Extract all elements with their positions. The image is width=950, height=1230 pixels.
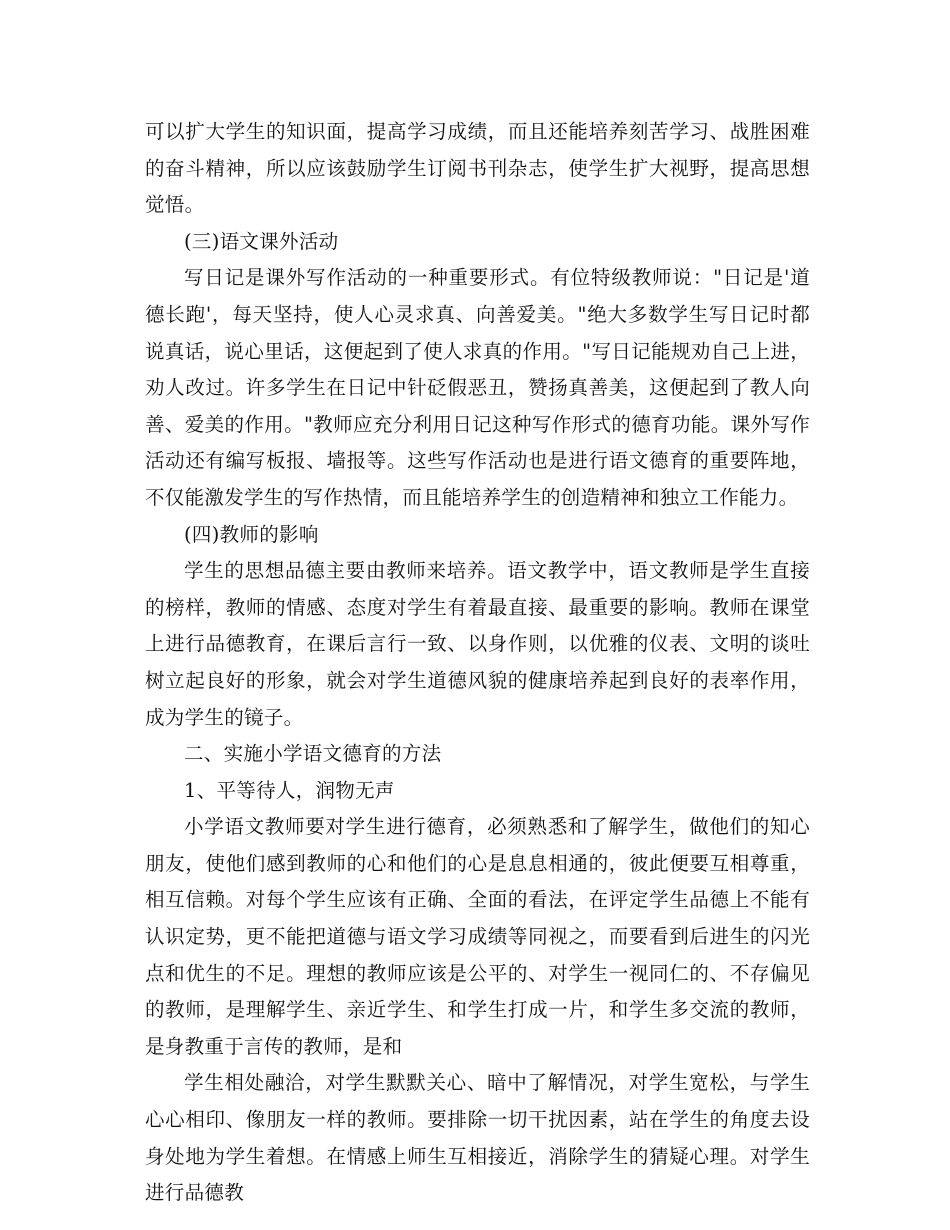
document-body <box>145 114 810 1212</box>
section-heading-methods: 二、实施小学语文德育的方法 <box>184 742 442 766</box>
paragraph-continuation: 可以扩大学生的知识面，提高学习成绩，而且还能培养刻苦学习、战胜困难的奋斗精神，所以应该鼓励学生订阅书刊杂志，使学生扩大视野，提高思想觉悟。 <box>145 120 810 217</box>
section-heading-extracurricular: (三)语文课外活动 <box>184 229 339 253</box>
section-heading-teacher-influence: (四)教师的影响 <box>184 522 319 546</box>
paragraph-harmony: 学生相处融洽，对学生默默关心、暗中了解情况，对学生宽松，与学生心心相印、像朋友一样的教师。要排除一切干扰因素，站在学生的角度去设身处地为学生着想。在情感上师生互相接近，消除学生的猜疑心理。对学生进行品德教 <box>145 1071 810 1205</box>
paragraph-teacher-influence: 学生的思想品德主要由教师来培养。语文教学中，语文教师是学生直接的榜样，教师的情感、态度对学生有着最直接、最重要的影响。教师在课堂上进行品德教育，在课后言行一致、以身作则，以优雅的仪表、文明的谈吐树立起良好的形象，就会对学生道德风貌的健康培养起到良好的表率作用，成为学生的镜子。 <box>145 559 810 729</box>
subsection-heading-equality: 1、平等待人，润物无声 <box>184 778 395 802</box>
paragraph-know-students: 小学语文教师要对学生进行德育，必须熟悉和了解学生，做他们的知心朋友，使他们感到教师的心和他们的心是息息相通的，彼此便要互相尊重，相互信赖。对每个学生应该有正确、全面的看法，在评定学生品德上不能有认识定势，更不能把道德与语文学习成绩等同视之，而要看到后进生的闪光点和优生的不足。理想的教师应该是公平的、对学生一视同仁的、不存偏见的教师，是理解学生、亲近学生、和学生打成一片，和学生多交流的教师，是身教重于言传的教师，是和 <box>145 815 810 1058</box>
paragraph-diary-writing: 写日记是课外写作活动的一种重要形式。有位特级教师说："日记是'道德长跑'，每天坚持，使人心灵求真、向善爱美。"绝大多数学生写日记时都说真话，说心里话，这便起到了使人求真的作用。"写日记能规劝自己上进，劝人改过。许多学生在日记中针砭假恶丑，赞扬真善美，这便起到了教人向善、爱美的作用。"教师应充分利用日记这种写作形式的德育功能。课外写作活动还有编写板报、墙报等。这些写作活动也是进行语文德育的重要阵地，不仅能激发学生的写作热情，而且能培养学生的创造精神和独立工作能力。 <box>145 266 810 509</box>
